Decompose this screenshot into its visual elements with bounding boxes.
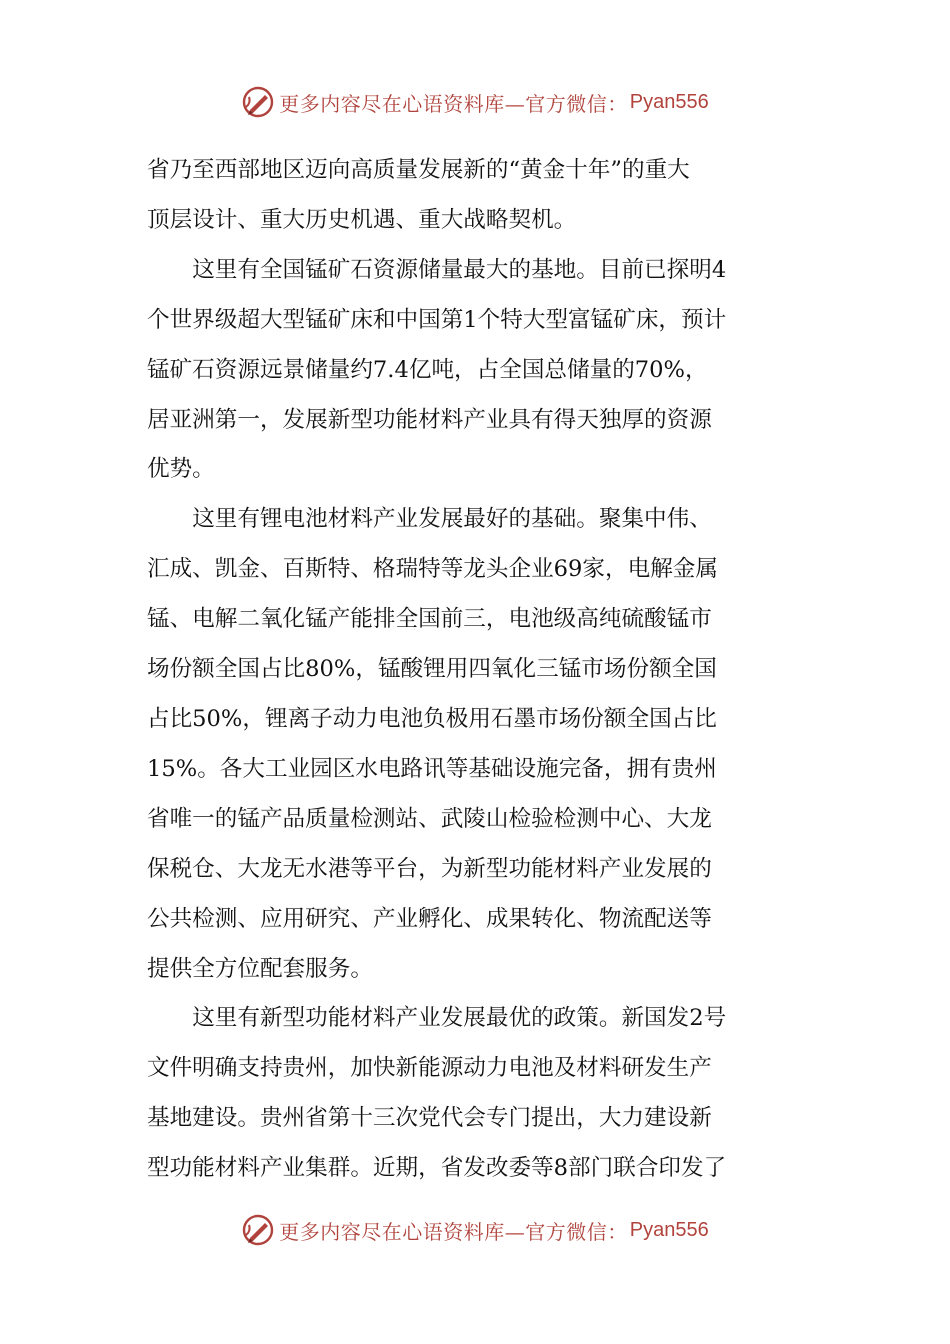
text-line: 15%。各大工业园区水电路讯等基础设施完备，拥有贵州 [147, 755, 717, 782]
paragraph [147, 146, 807, 246]
text-line: 文件明确支持贵州，加快新能源动力电池及材料研发生产 [147, 1055, 712, 1082]
paragraph [147, 495, 807, 994]
text-line: 这里有新型功能材料产业发展最优的政策。新国发2号 [192, 1005, 727, 1032]
text-line: 居亚洲第一，发展新型功能材料产业具有得天独厚的资源 [147, 406, 712, 433]
banner-text: 更多内容尽在心语资料库—官方微信： [279, 1219, 628, 1244]
text-line: 占比50%，锂离子动力电池负极用石墨市场份额全国占比 [147, 705, 717, 732]
paragraph [147, 994, 807, 1194]
text-line: 顶层设计、重大历史机遇、重大战略契机。 [147, 206, 577, 233]
text-line: 这里有锂电池材料产业发展最好的基础。聚集中伟、 [192, 506, 712, 533]
text-line: 这里有全国锰矿石资源储量最大的基地。目前已探明4 [192, 256, 727, 283]
banner-text: 更多内容尽在心语资料库—官方微信： [279, 91, 628, 116]
pen-logo-icon [241, 1213, 275, 1247]
body-text [147, 146, 807, 1194]
text-line: 公共检测、应用研究、产业孵化、成果转化、物流配送等 [147, 905, 712, 932]
text-line: 型功能材料产业集群。近期，省发改委等8部门联合印发了 [147, 1155, 727, 1182]
text-line: 基地建设。贵州省第十三次党代会专门提出，大力建设新 [147, 1105, 712, 1132]
text-line: 锰矿石资源远景储量约7.4亿吨，占全国总储量的70%， [147, 356, 708, 383]
footer-watermark-banner [0, 1210, 950, 1250]
text-line: 场份额全国占比80%，锰酸锂用四氧化三锰市场份额全国 [147, 656, 717, 683]
text-line: 省乃至西部地区迈向高质量发展新的“黄金十年”的重大 [147, 157, 690, 183]
text-line: 锰、电解二氧化锰产能排全国前三，电池级高纯硫酸锰市 [147, 606, 712, 633]
pen-logo-icon [241, 85, 275, 119]
banner-wechat-id: Pyan556 [629, 1218, 709, 1241]
text-line: 省唯一的锰产品质量检测站、武陵山检验检测中心、大龙 [147, 805, 712, 832]
text-line: 保税仓、大龙无水港等平台，为新型功能材料产业发展的 [147, 855, 712, 882]
text-line: 汇成、凯金、百斯特、格瑞特等龙头企业69家，电解金属 [147, 556, 718, 583]
banner-wechat-id: Pyan556 [629, 90, 709, 113]
header-watermark-banner [0, 82, 950, 122]
paragraph [147, 246, 807, 496]
text-line: 优势。 [147, 456, 215, 483]
text-line: 个世界级超大型锰矿床和中国第1个特大型富锰矿床，预计 [147, 306, 727, 333]
text-line: 提供全方位配套服务。 [147, 955, 373, 982]
